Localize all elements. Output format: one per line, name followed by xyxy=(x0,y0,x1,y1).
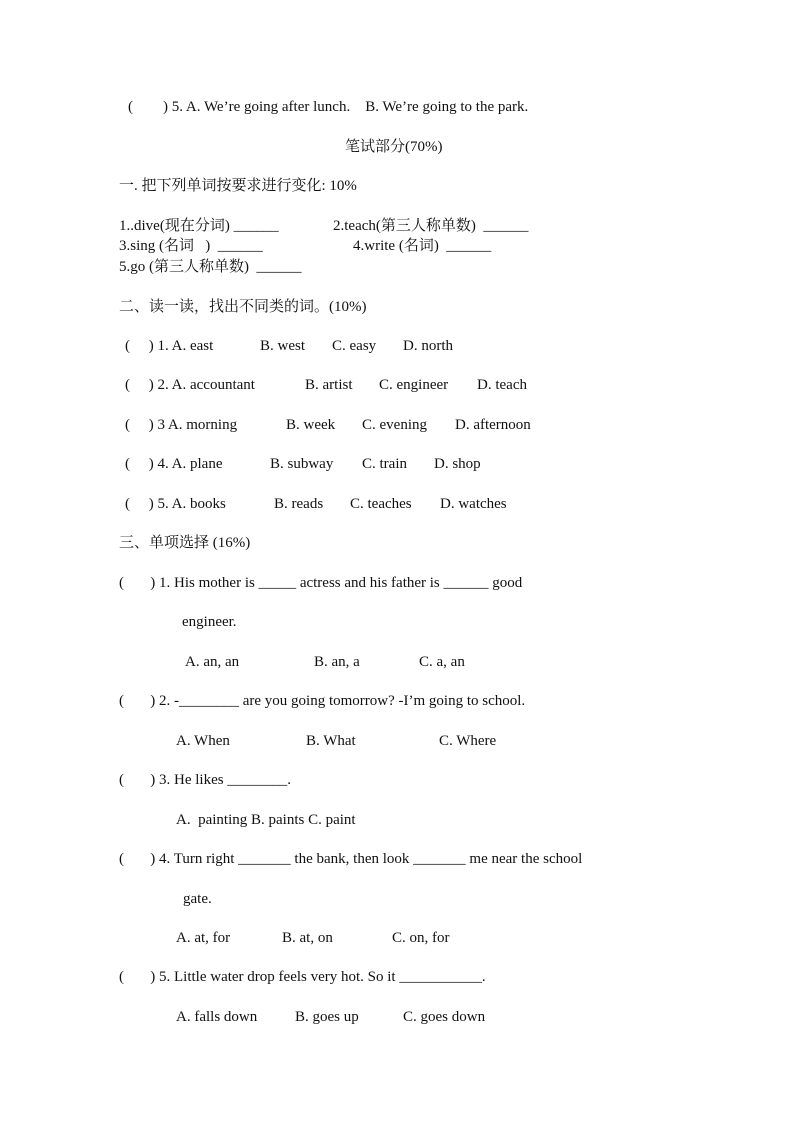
section3-q3-options: A. painting B. paints C. paint xyxy=(176,812,356,828)
section2-q4-option-d: D. shop xyxy=(434,456,481,472)
section2-q1-option-d: D. north xyxy=(403,338,453,354)
section3-q4-option-c: C. on, for xyxy=(392,930,450,946)
section3-q3-stem: ( ) 3. He likes ________. xyxy=(119,772,292,788)
section2-q3-option-b: B. week xyxy=(286,417,336,433)
section2-q1-stem: ( ) 1. A. east xyxy=(125,338,214,354)
section2-q5-option-c: C. teaches xyxy=(350,496,412,512)
section2-q2-option-b: B. artist xyxy=(305,377,353,393)
section2-q5-option-d: D. watches xyxy=(440,496,507,512)
section2-q3-stem: ( ) 3 A. morning xyxy=(125,417,238,433)
section2-q5-stem: ( ) 5. A. books xyxy=(125,496,226,512)
section3-q4-stem: ( ) 4. Turn right _______ the bank, then look _______ me near the school xyxy=(119,851,583,867)
section1-item-5: 5.go (第三人称单数) ______ xyxy=(119,259,302,275)
section3-q2-option-a: A. When xyxy=(176,733,230,749)
listening-item-5: ( ) 5. A. We’re going after lunch. B. We’re going to the park. xyxy=(128,99,529,115)
section1-item-3: 3.sing (名词 ) ______ xyxy=(119,238,263,254)
section2-q3-option-d: D. afternoon xyxy=(455,417,531,433)
section2-q1-option-c: C. easy xyxy=(332,338,377,354)
section3-heading: 三、单项选择 (16%) xyxy=(119,535,251,551)
written-part-title: 笔试部分(70%) xyxy=(345,139,443,155)
section2-q4-stem: ( ) 4. A. plane xyxy=(125,456,223,472)
section2-q2-option-c: C. engineer xyxy=(379,377,449,393)
section3-q1-stem: ( ) 1. His mother is _____ actress and his father is ______ good xyxy=(119,575,523,591)
section3-q1-option-c: C. a, an xyxy=(419,654,465,670)
section3-q5-option-c: C. goes down xyxy=(403,1009,486,1025)
section2-q4-option-b: B. subway xyxy=(270,456,334,472)
section3-q5-stem: ( ) 5. Little water drop feels very hot. So it ___________. xyxy=(119,969,486,985)
section3-q4-option-a: A. at, for xyxy=(176,930,231,946)
section2-q4-option-c: C. train xyxy=(362,456,407,472)
section3-q2-stem: ( ) 2. -________ are you going tomorrow? -I’m going to school. xyxy=(119,693,526,709)
section1-item-1: 1..dive(现在分词) ______ xyxy=(119,218,279,234)
section3-q5-option-b: B. goes up xyxy=(295,1009,359,1025)
section2-heading: 二、读一读，找出不同类的词。(10%) xyxy=(119,299,367,315)
section3-q1-option-a: A. an, an xyxy=(185,654,240,670)
section3-q1-continuation: engineer. xyxy=(182,614,237,630)
section3-q2-option-c: C. Where xyxy=(439,733,497,749)
section1-item-2: 2.teach(第三人称单数) ______ xyxy=(333,218,529,234)
section1-item-4: 4.write (名词) ______ xyxy=(353,238,492,254)
section2-q2-stem: ( ) 2. A. accountant xyxy=(125,377,255,393)
section3-q4-continuation: gate. xyxy=(183,891,212,907)
section2-q5-option-b: B. reads xyxy=(274,496,324,512)
section3-q2-option-b: B. What xyxy=(306,733,356,749)
section2-q3-option-c: C. evening xyxy=(362,417,427,433)
section1-heading: 一. 把下列单词按要求进行变化: 10% xyxy=(119,178,357,194)
section3-q1-option-b: B. an, a xyxy=(314,654,360,670)
section2-q2-option-d: D. teach xyxy=(477,377,527,393)
section3-q4-option-b: B. at, on xyxy=(282,930,333,946)
section2-q1-option-b: B. west xyxy=(260,338,305,354)
section3-q5-option-a: A. falls down xyxy=(176,1009,258,1025)
